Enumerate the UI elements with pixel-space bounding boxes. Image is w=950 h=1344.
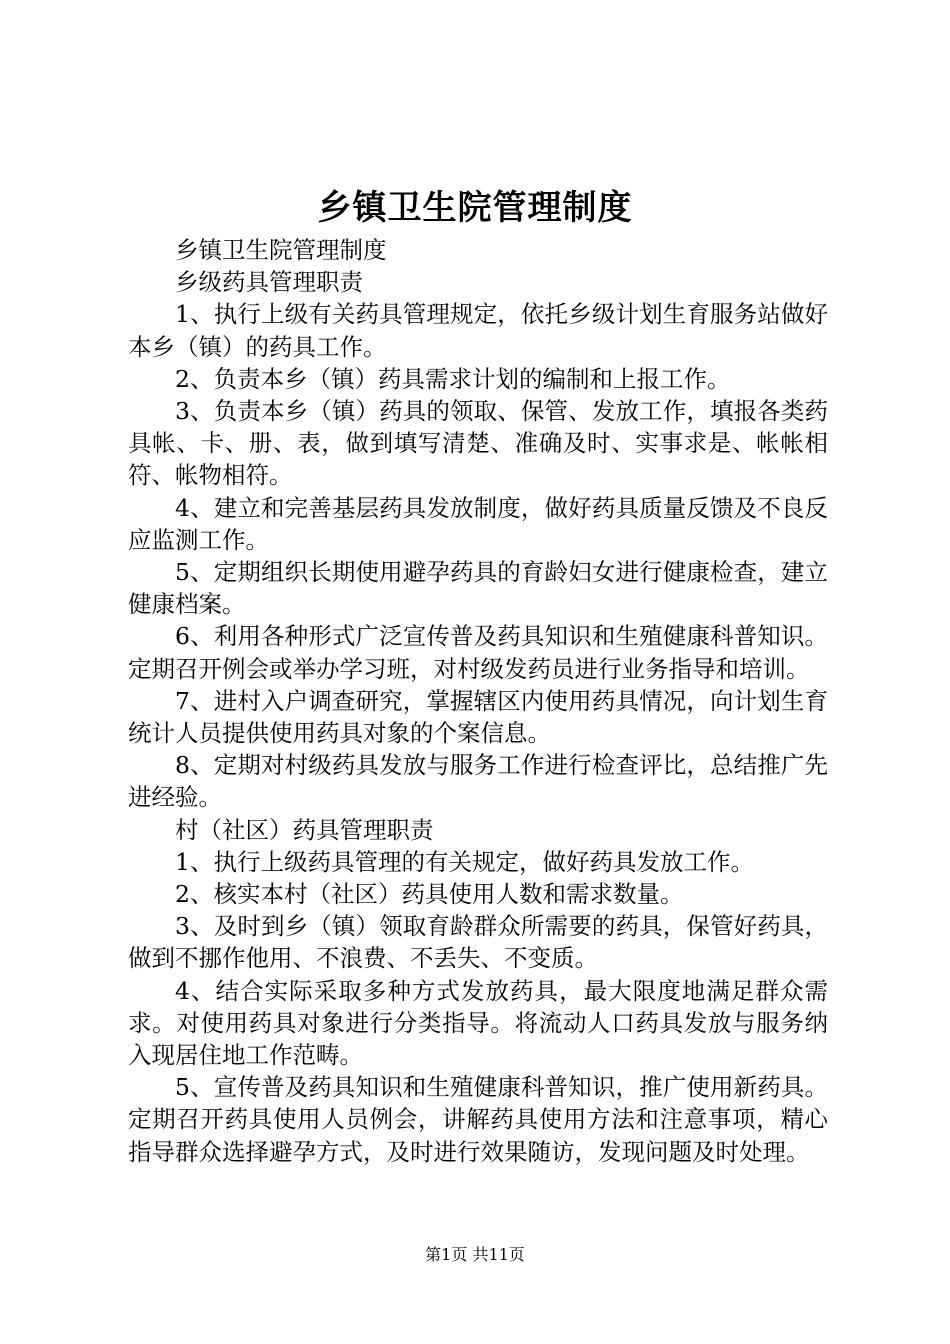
paragraph: 2、负责本乡（镇）药具需求计划的编制和上报工作。 bbox=[175, 364, 731, 393]
paragraph: 4、结合实际采取多种方式发放药具，最大限度地满足群众需求。对使用药具对象进行分类指导。将流动人口药具发放与服务纳入现居住地工作范畴。 bbox=[128, 976, 828, 1070]
section-heading-village: 村（社区）药具管理职责 bbox=[175, 815, 434, 844]
paragraph: 6、利用各种形式广泛宣传普及药具知识和生殖健康科普知识。定期召开例会或举办学习班，对村级发药员进行业务指导和培训。 bbox=[128, 622, 828, 683]
paragraph: 1、执行上级有关药具管理规定，依托乡级计划生育服务站做好本乡（镇）的药具工作。 bbox=[128, 300, 828, 361]
paragraph: 8、定期对村级药具发放与服务工作进行检查评比，总结推广先进经验。 bbox=[128, 751, 828, 812]
page-footer: 第1页 共11页 bbox=[425, 1245, 525, 1264]
paragraph: 7、进村入户调查研究，掌握辖区内使用药具情况，向计划生育统计人员提供使用药具对象的个案信息。 bbox=[128, 686, 828, 748]
paragraph: 3、负责本乡（镇）药具的领取、保管、发放工作，填报各类药具帐、卡、册、表，做到填写清楚、准确及时、实事求是、帐帐相符、帐物相符。 bbox=[128, 397, 828, 490]
document-title: 乡镇卫生院管理制度 bbox=[317, 188, 633, 228]
paragraph: 1、执行上级药具管理的有关规定，做好药具发放工作。 bbox=[175, 847, 754, 876]
paragraph: 5、宣传普及药具知识和生殖健康科普知识，推广使用新药具。定期召开药具使用人员例会，讲解药具使用方法和注意事项，精心指导群众选择避孕方式，及时进行效果随访，发现问题及时处理。 bbox=[128, 1073, 828, 1166]
paragraph-heading-main: 乡镇卫生院管理制度 bbox=[175, 236, 387, 264]
paragraph: 5、定期组织长期使用避孕药具的育龄妇女进行健康检查，建立健康档案。 bbox=[128, 558, 828, 619]
paragraph: 2、核实本村（社区）药具使用人数和需求数量。 bbox=[175, 880, 684, 909]
document-body bbox=[128, 234, 828, 1168]
paragraph: 3、及时到乡（镇）领取育龄群众所需要的药具，保管好药具，做到不挪作他用、不浪费、不丢失、不变质。 bbox=[128, 912, 828, 973]
section-heading-township: 乡级药具管理职责 bbox=[175, 268, 363, 297]
paragraph: 4、建立和完善基层药具发放制度，做好药具质量反馈及不良反应监测工作。 bbox=[128, 493, 828, 554]
